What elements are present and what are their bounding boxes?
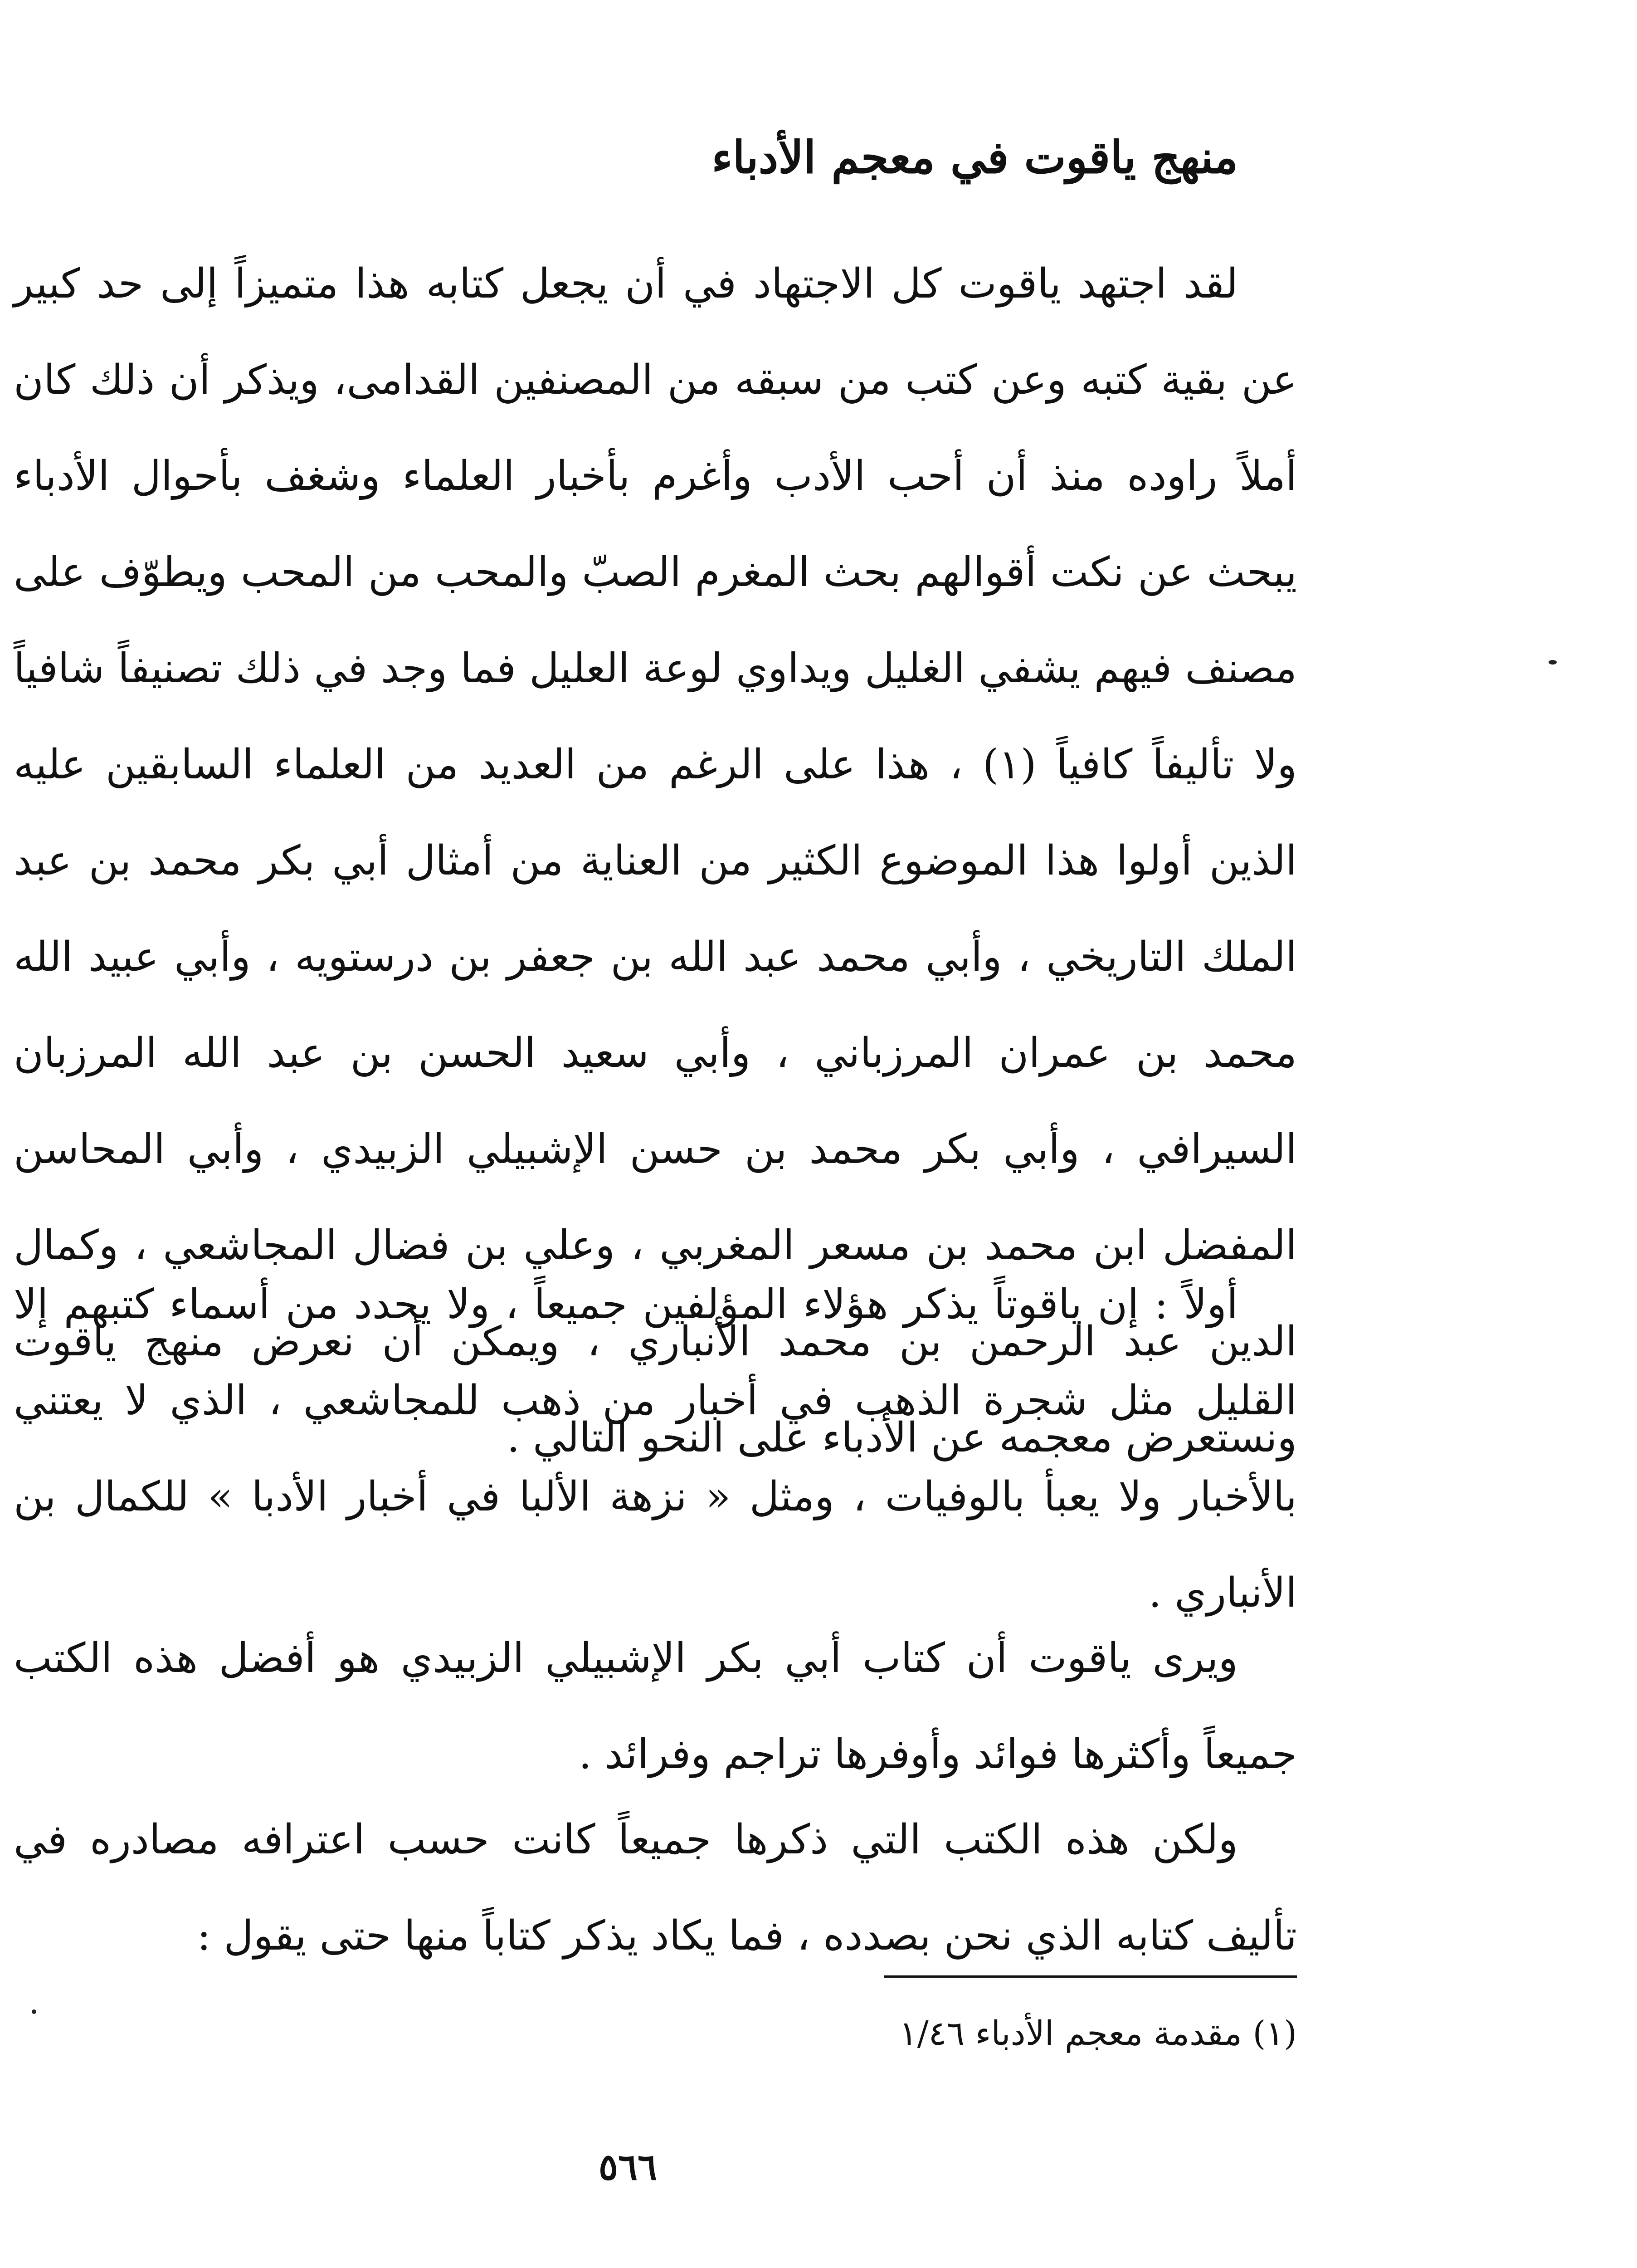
footnote: (١) مقدمة معجم الأدباء ١/٤٦ — [899, 2014, 1297, 2053]
scan-speck — [1549, 660, 1557, 665]
scan-speck — [32, 2009, 36, 2014]
page-title: منهج ياقوت في معجم الأدباء — [711, 132, 1238, 184]
paragraph-sources — [14, 1792, 1297, 1984]
paragraph-first-point-text: أولاً : إن ياقوتاً يذكر هؤلاء المؤلفين جميعاً ، ولا يحدد من أسماء كتبهم إلا القليل مثل شجرة الذهب في أخبار من ذهب للمجاشعي ، الذي لا يعتني بالأخبار ولا يعبأ بالوفيات ، ومثل « نزهة الألبا في أخبار الأدبا » للكمال بن الأنباري . — [14, 1281, 1297, 1617]
paragraph-zubaydi-opinion-text: ويرى ياقوت أن كتاب أبي بكر الإشبيلي الزبيدي هو أفضل هذه الكتب جميعاً وأكثرها فوائد وأوفرها تراجم وفرائد . — [14, 1634, 1297, 1778]
paragraph-intro-text: لقد اجتهد ياقوت كل الاجتهاد في أن يجعل كتابه هذا متميزاً إلى حد كبير عن بقية كتبه وعن كتب من سبقه من المصنفين القدامى، ويذكر أن ذلك كان أملاً راوده منذ أن أحب الأدب وأغرم بأخبار العلماء وشغف بأحوال الأدباء يبحث عن نكت أقوالهم بحث المغرم الصبّ والمحب من المحب ويطوّف على مصنف فيهم يشفي الغليل ويداوي لوعة العليل فما وجد في ذلك تصنيفاً شافياً ولا تأليفاً كافياً (١) ، هذا على الرغم من العديد من العلماء السابقين عليه الذين أولوا هذا الموضوع الكثير من العناية من أمثال أبي بكر محمد بن عبد الملك التاريخي ، وأبي محمد عبد الله بن جعفر بن درستويه ، وأبي عبيد الله محمد بن عمران المرزباني ، وأبي سعيد الحسن بن عبد الله المرزبان السيرافي ، وأبي بكر محمد بن حسن الإشبيلي الزبيدي ، وأبي المحاسن المفضل ابن محمد بن مسعر المغربي ، وعلي بن فضال المجاشعي ، وكمال الدين عبد الرحمن بن محمد الأنباري ، ويمكن أن نعرض منهج ياقوت ونستعرض معجمه عن الأدباء على النحو التالي . — [14, 260, 1297, 1461]
page-number: ٥٦٦ — [599, 2146, 657, 2188]
footnote-divider — [884, 1975, 1297, 1978]
paragraph-sources-text: ولكن هذه الكتب التي ذكرها جميعاً كانت حسب اعترافه مصادره في تأليف كتابه الذي نحن بصدده ، فما يكاد يذكر كتاباً منها حتى يقول : — [14, 1816, 1297, 1960]
paragraph-first-point — [14, 1256, 1297, 1641]
paragraph-zubaydi-opinion — [14, 1610, 1297, 1803]
